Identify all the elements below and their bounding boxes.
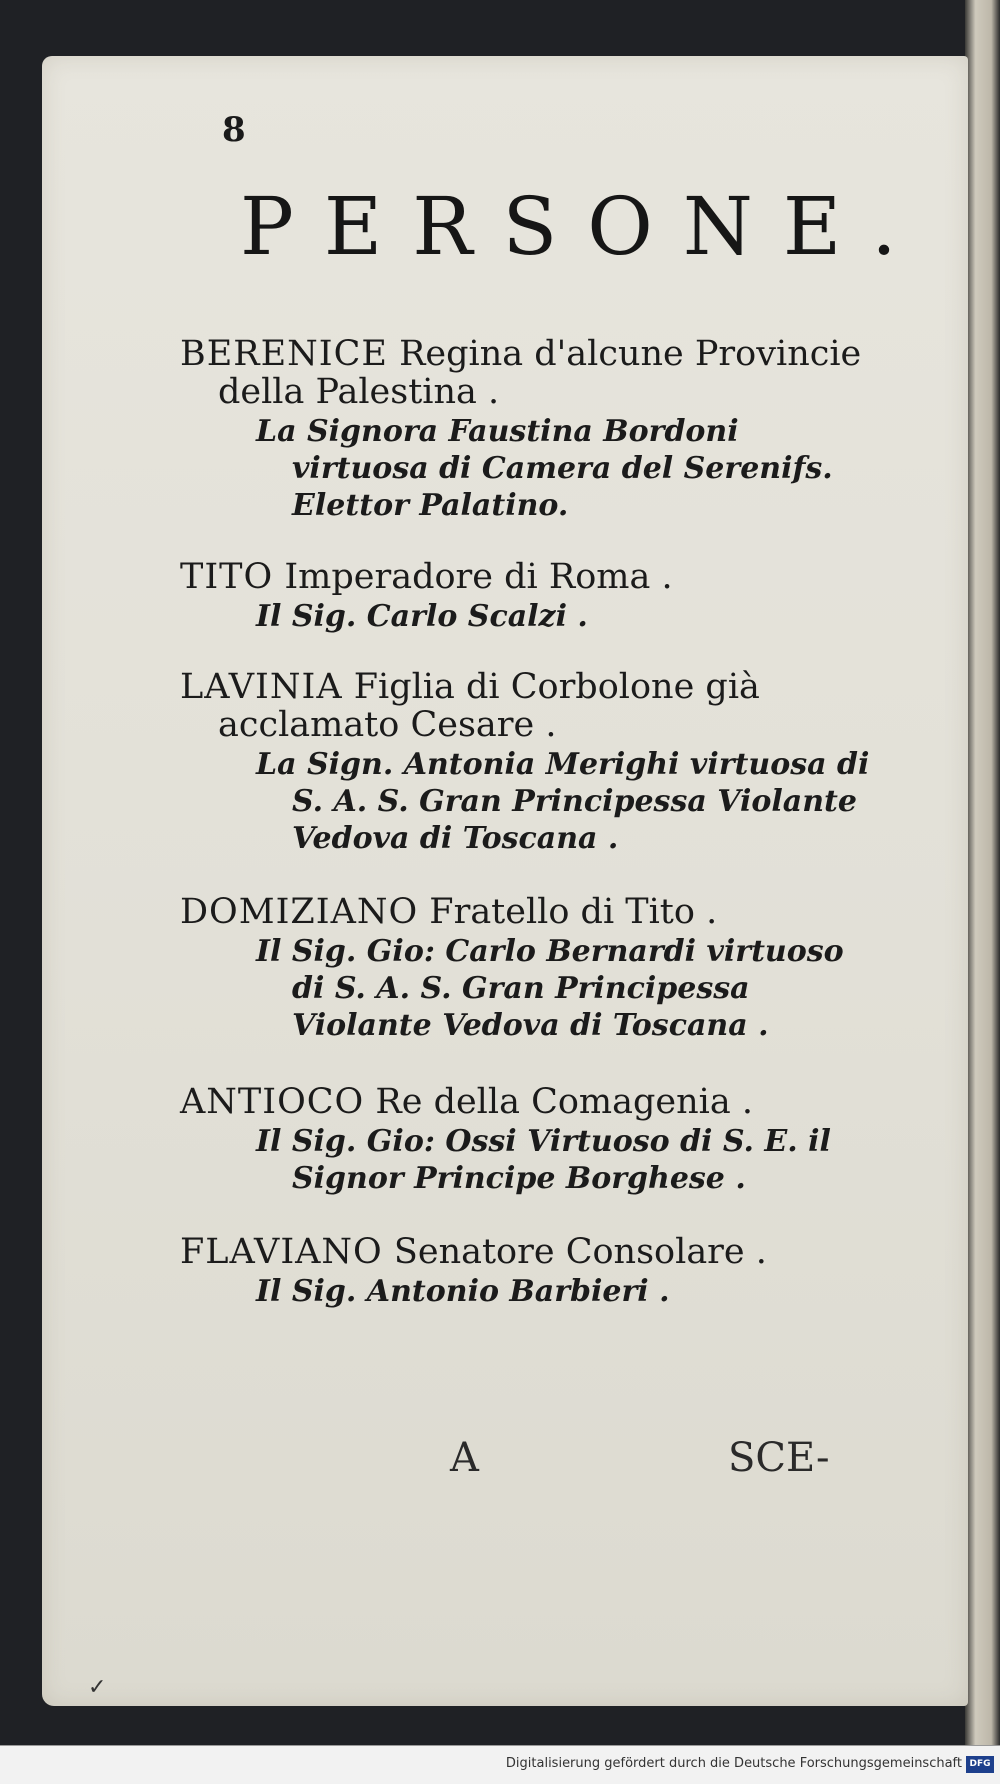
character-description: Re della Comagenia .	[364, 1082, 753, 1122]
footer-bar	[0, 1745, 1000, 1784]
funding-credit: Digitalisierung gefördert durch die Deutsche Forschungsgemeinschaft	[505, 1756, 962, 1771]
character-name: ANTIOCO	[180, 1082, 365, 1122]
character-role	[180, 558, 880, 596]
character-entry-antioco	[180, 1083, 880, 1197]
performer-credit: Il Sig. Gio: Ossi Virtuoso di S. E. il Signor Principe Borghese .	[256, 1124, 831, 1196]
page-title: PERSONE.	[240, 180, 927, 273]
character-entry-berenice	[180, 335, 880, 524]
character-entry-tito	[180, 558, 880, 635]
character-name: DOMIZIANO	[180, 892, 419, 932]
character-role	[180, 668, 880, 744]
character-description: Regina d'alcune Provincie della Palestina .	[218, 334, 862, 412]
character-role	[180, 893, 880, 931]
character-name: BERENICE	[180, 334, 388, 374]
performer-credit: Il Sig. Gio: Carlo Bernardi virtuoso di S. A. S. Gran Principessa Violante Vedova di Toscana .	[256, 934, 844, 1043]
character-name: FLAVIANO	[180, 1232, 383, 1272]
catchword: SCE-	[728, 1435, 830, 1481]
character-description: Fratello di Tito .	[418, 892, 718, 932]
character-role	[180, 335, 880, 411]
performer-credit: Il Sig. Carlo Scalzi .	[256, 599, 588, 634]
character-description: Figlia di Corbolone già acclamato Cesare .	[218, 667, 760, 745]
character-role	[180, 1233, 880, 1271]
stray-ink-mark: ✓	[88, 1675, 107, 1700]
adjacent-page-edge	[965, 0, 1000, 1745]
signature-mark: A	[450, 1435, 479, 1481]
performer-credit: Il Sig. Antonio Barbieri .	[256, 1274, 670, 1309]
character-description: Imperadore di Roma .	[273, 557, 673, 597]
character-description: Senatore Consolare .	[382, 1232, 767, 1272]
dfg-logo-icon: DFG	[966, 1756, 994, 1773]
character-entry-lavinia	[180, 668, 880, 857]
character-name: TITO	[180, 557, 274, 597]
performer-credit: La Sign. Antonia Merighi virtuosa di S. A. S. Gran Principessa Violante Vedova di Toscana .	[256, 747, 870, 856]
character-name: LAVINIA	[180, 667, 343, 707]
page-number: 8	[222, 110, 246, 150]
character-role	[180, 1083, 880, 1121]
character-entry-domiziano	[180, 893, 880, 1044]
performer-credit: La Signora Faustina Bordoni virtuosa di Camera del Serenifs. Elettor Palatino.	[256, 414, 833, 523]
character-entry-flaviano	[180, 1233, 880, 1310]
